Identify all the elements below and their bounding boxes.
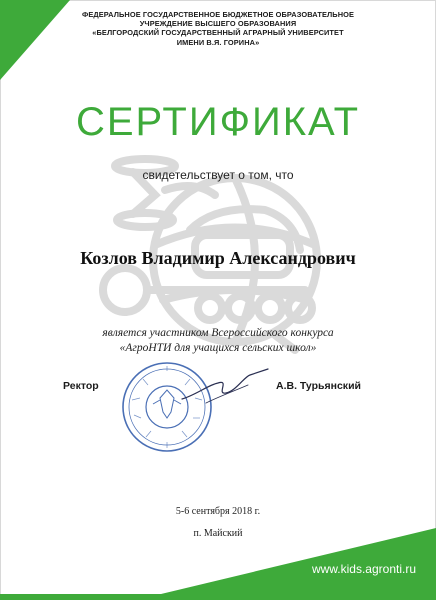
- website-link[interactable]: www.kids.agronti.ru: [311, 562, 416, 576]
- event-place: п. Майский: [193, 528, 243, 539]
- green-bottom-strip: [0, 594, 436, 600]
- participation-description: [0, 326, 436, 356]
- certificate-subtitle: свидетельствует о том, что: [142, 168, 294, 182]
- header-line: «БЕЛГОРОДСКИЙ ГОСУДАРСТВЕННЫЙ АГРАРНЫЙ УНИВЕРСИТЕТ: [92, 28, 344, 38]
- recipient-name: Козлов Владимир Александрович: [80, 248, 356, 268]
- signatory-name: А.В. Турьянский: [276, 380, 361, 392]
- header-line: ИМЕНИ В.Я. ГОРИНА»: [176, 37, 260, 47]
- institution-header: [70, 10, 366, 47]
- header-line: ФЕДЕРАЛЬНОЕ ГОСУДАРСТВЕННОЕ БЮДЖЕТНОЕ ОБРАЗОВАТЕЛЬНОЕ: [81, 10, 355, 19]
- green-corner-top-left: [0, 0, 70, 80]
- certificate-title: СЕРТИФИКАТ: [75, 100, 361, 144]
- description-line: является участником Всероссийского конкурса: [102, 327, 334, 339]
- signatory-role: Ректор: [63, 380, 99, 392]
- event-date: 5-6 сентября 2018 г.: [175, 506, 261, 517]
- description-line: «АгроНТИ для учащихся сельских школ»: [119, 342, 317, 354]
- rector-signature: [178, 365, 273, 407]
- header-line: УЧРЕЖДЕНИЕ ВЫСШЕГО ОБРАЗОВАНИЯ: [139, 19, 297, 29]
